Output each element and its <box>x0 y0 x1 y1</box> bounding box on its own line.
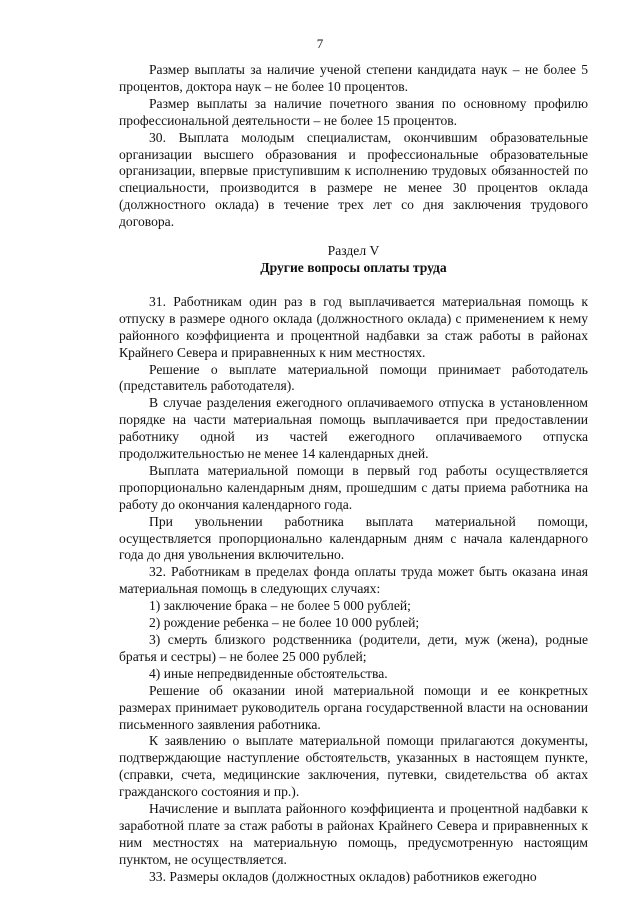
paragraph-31-material-aid: 31. Работникам один раз в год выплачивается материальная помощь к отпуску в размере одного оклада (должностного оклада) с применением к нему районного коэффициента и процентной надбавки за стаж работы в районах Крайнего Севера и приравненных к ним местностях. <box>119 293 588 360</box>
page-number: 7 <box>316 36 324 51</box>
list-item-marriage: 1) заключение брака – не более 5 000 рублей; <box>149 598 411 614</box>
paragraph-first-year: Выплата материальной помощи в первый год работы осуществляется пропорционально календарным дням, прошедшим с даты приема работника на работу до окончания календарного года. <box>119 462 588 512</box>
document-body <box>119 62 588 886</box>
paragraph-30-young-specialists: 30. Выплата молодым специалистам, окончившим образовательные организации высшего образования и профессиональные образовательные организации, впервые приступившим к исполнению трудовых обязанностей по специальности, производится в размере не менее 30 процентов оклада (должностного оклада) в течение трех лет со дня заключения трудового договора. <box>119 129 588 230</box>
paragraph-split-vacation: В случае разделения ежегодного оплачиваемого отпуска в установленном порядке на части материальная помощь выплачивается при предоставлении работнику одной из частей ежегодного оплачиваемого отпуска продолжительностью не менее 14 календарных дней. <box>119 395 588 462</box>
paragraph-decision-employer: Решение о выплате материальной помощи принимает работодатель (представитель работодателя). <box>119 361 588 394</box>
section-title: Другие вопросы оплаты труда <box>260 259 447 275</box>
paragraph-honorary-title-payment: Размер выплаты за наличие почетного звания по основному профилю профессиональной деятельности – не более 15 процентов. <box>119 95 588 128</box>
paragraph-documents: К заявлению о выплате материальной помощи прилагаются документы, подтверждающие наступление обстоятельств, указанных в настоящем пункте, (справки, счета, медицинские заключения, путевки, свидетельства об актах гражданского состояния и пр.). <box>119 733 588 800</box>
paragraph-32-other-aid: 32. Работникам в пределах фонда оплаты труда может быть оказана иная материальная помощь в следующих случаях: <box>119 564 588 597</box>
paragraph-33-salaries: 33. Размеры окладов (должностных окладов) работников ежегодно <box>149 868 537 884</box>
paragraph-degree-payment: Размер выплаты за наличие ученой степени кандидата наук – не более 5 процентов, доктора наук – не более 10 процентов. <box>119 62 588 94</box>
list-item-other: 4) иные непредвиденные обстоятельства. <box>149 665 388 681</box>
list-item-death: 3) смерть близкого родственника (родители, дети, муж (жена), родные братья и сестры) – не более 25 000 рублей; <box>119 632 588 664</box>
paragraph-dismissal: При увольнении работника выплата материальной помощи, осуществляется пропорционально календарным дням с начала календарного года до дня увольнения включительно. <box>119 513 588 563</box>
paragraph-decision-head: Решение об оказании иной материальной помощи и ее конкретных размерах принимает руководитель органа государственной власти на основании письменного заявления работника. <box>119 682 588 732</box>
paragraph-coefficient: Начисление и выплата районного коэффициента и процентной надбавки к заработной плате за стаж работы в районах Крайнего Севера и приравненных к ним местностях на материальную помощь, предусмотренную настоящим пунктом, не осуществляется. <box>119 801 588 867</box>
section-label: Раздел V <box>327 243 380 259</box>
list-item-birth: 2) рождение ребенка – не более 10 000 рублей; <box>149 615 420 631</box>
